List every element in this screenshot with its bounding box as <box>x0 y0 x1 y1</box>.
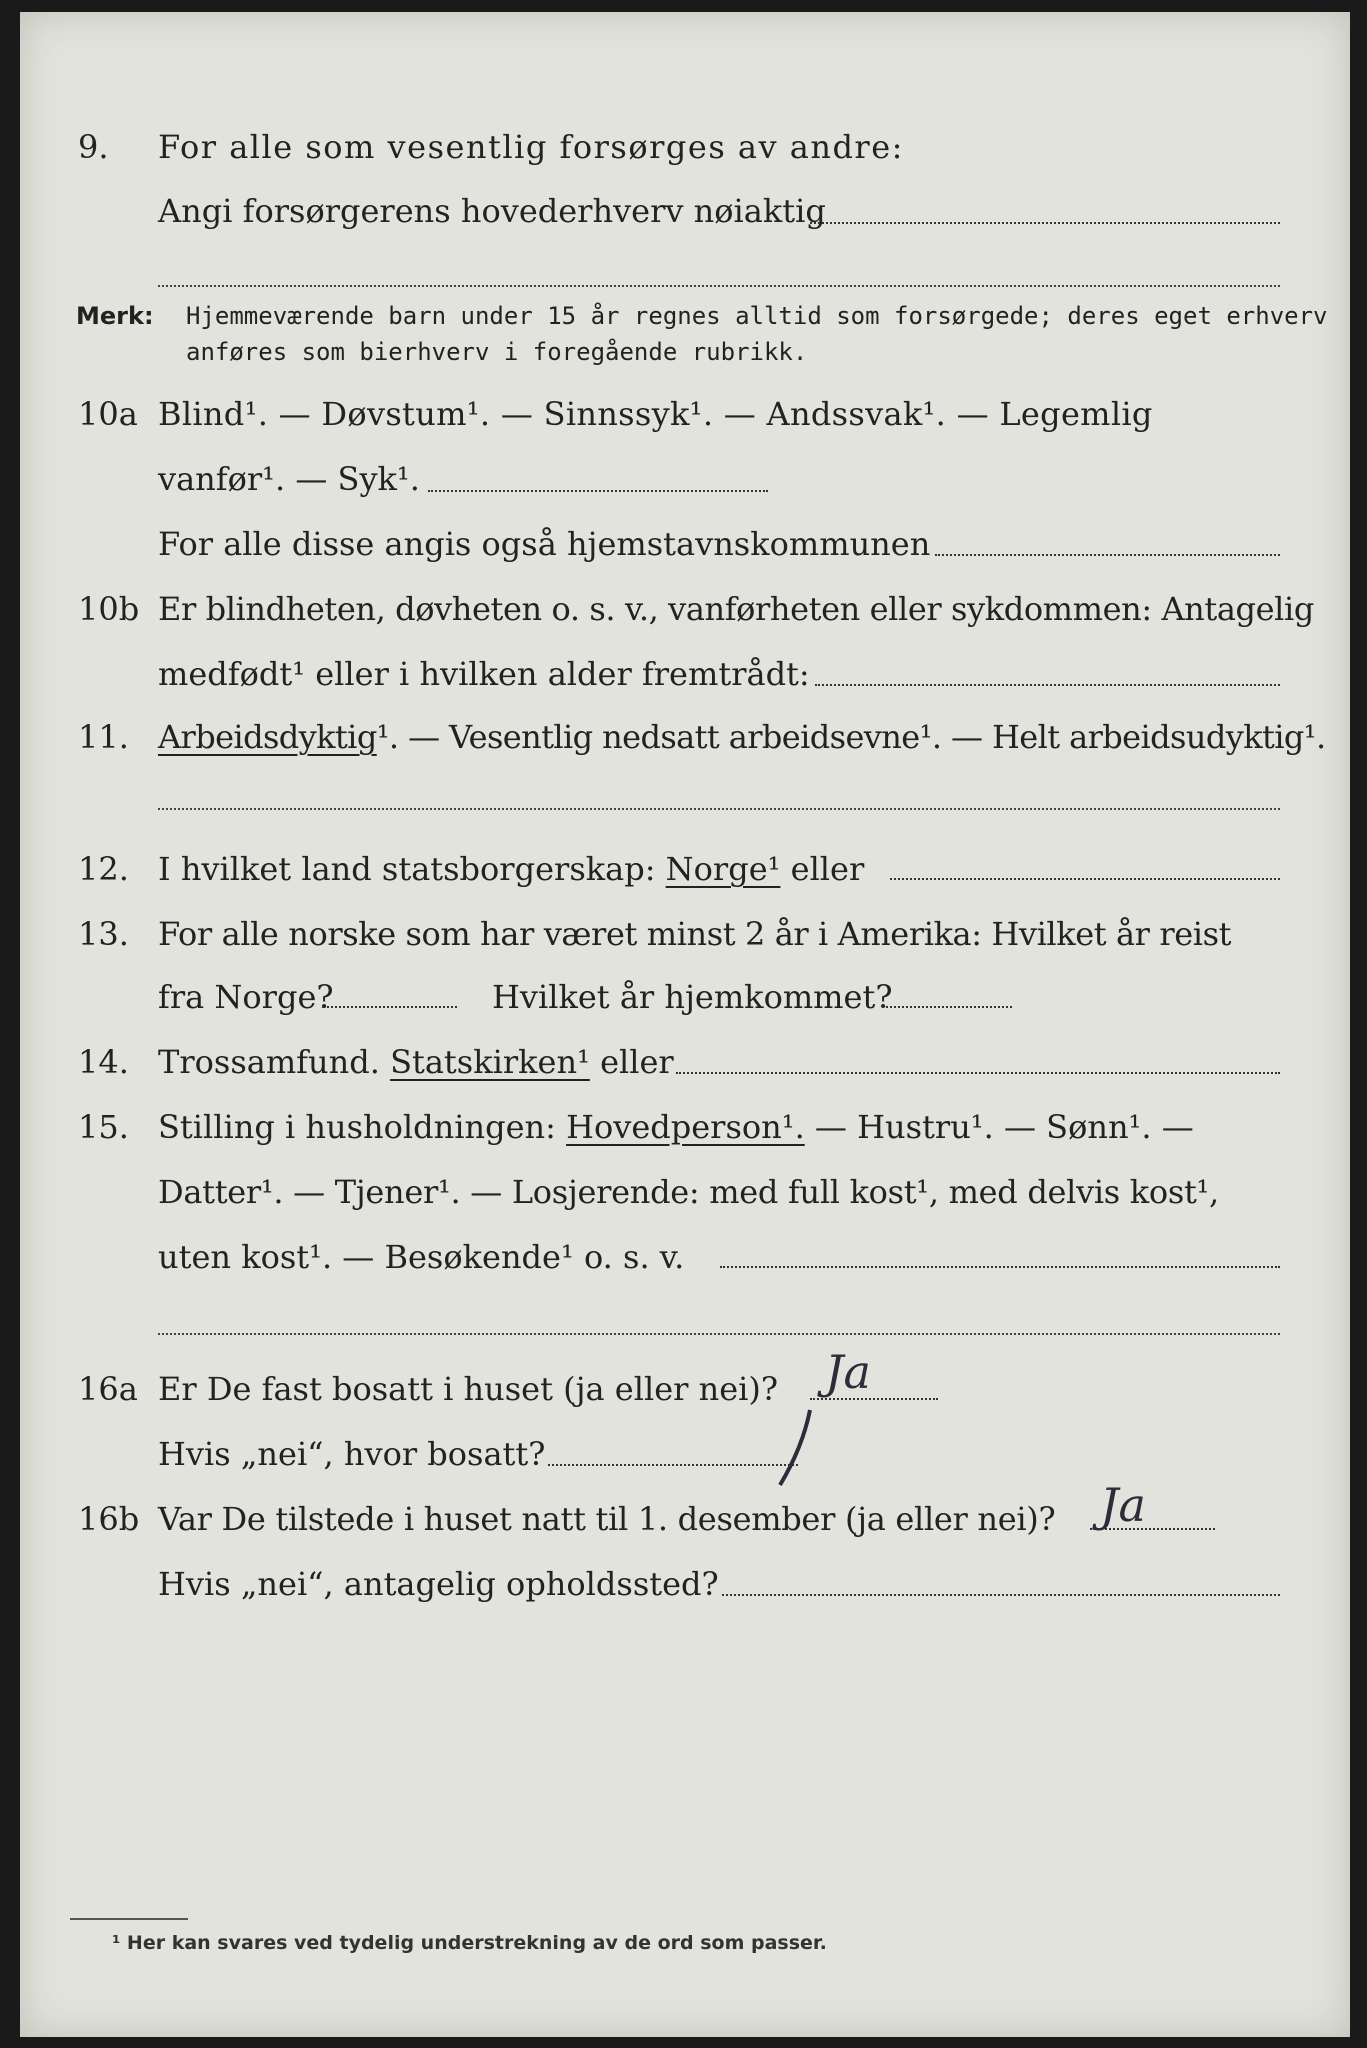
q16b-location-line[interactable] <box>722 1594 1280 1596</box>
footnote: ¹ Her kan svares ved tydelig understrekning av de ord som passer. <box>112 1932 827 1954</box>
q13-return-label: Hvilket år hjemkommet? <box>492 978 893 1016</box>
handwritten-stroke-icon <box>760 1405 830 1495</box>
q10b-question: Er blindheten, døvheten o. s. v., vanførheten eller sykdommen: Antagelig <box>158 590 1314 628</box>
q16a-handwritten-answer: Ja <box>825 1345 871 1399</box>
q13-return-line[interactable] <box>882 1006 1012 1008</box>
q15-options-1: — Hustru¹. — Sønn¹. — <box>814 1108 1194 1146</box>
q14-number: 14. <box>78 1043 129 1081</box>
q10b-subquestion: medfødt¹ eller i hvilken alder fremtrådt: <box>158 655 810 693</box>
q12-question: I hvilket land statsborgerskap: <box>158 850 656 888</box>
q15-separator <box>158 1333 1280 1335</box>
q10a-answer-line[interactable] <box>428 490 768 492</box>
q13-question: For alle norske som har været minst 2 år i Amerika: Hvilket år reist <box>158 915 1232 953</box>
footnote-rule <box>70 1918 188 1920</box>
q15-question: Stilling i husholdningen: <box>158 1108 556 1146</box>
merk-line1: Hjemmeværende barn under 15 år regnes alltid som forsørgede; deres eget erhverv <box>186 302 1328 330</box>
q11-options: ¹. — Vesentlig nedsatt arbeidsevne¹. — Helt arbeidsudyktig¹. <box>376 718 1326 756</box>
q11-separator <box>158 808 1280 810</box>
q11-number: 11. <box>78 718 129 756</box>
q16b-handwritten-answer: Ja <box>1100 1478 1146 1532</box>
q12-answer-line[interactable] <box>890 878 1280 880</box>
q12-number: 12. <box>78 850 129 888</box>
q14-answer-line[interactable] <box>676 1072 1280 1074</box>
q14-option-selected[interactable]: Statskirken¹ <box>390 1043 590 1081</box>
q12-option-selected[interactable]: Norge¹ <box>665 850 781 888</box>
q15-number: 15. <box>78 1108 129 1146</box>
q12-or: eller <box>790 850 865 888</box>
q11-option-selected[interactable]: Arbeidsdyktig <box>158 718 377 756</box>
q16a-subquestion: Hvis „nei“, hvor bosatt? <box>158 1435 546 1473</box>
q10b-answer-line[interactable] <box>815 684 1280 686</box>
q16a-question: Er De fast bosatt i huset (ja eller nei)? <box>158 1370 779 1408</box>
q10a-subquestion: For alle disse angis også hjemstavnskommunen <box>158 525 931 563</box>
q13-departure-line[interactable] <box>322 1006 457 1008</box>
q13-departure-label: fra Norge? <box>158 978 334 1016</box>
q10a-options: vanfør¹. — Syk¹. <box>158 460 420 498</box>
q9-answer-line[interactable] <box>810 222 1280 224</box>
q13-number: 13. <box>78 915 129 953</box>
q16b-number: 16b <box>78 1500 140 1538</box>
q10a-home-line[interactable] <box>935 554 1280 556</box>
q16b-question: Var De tilstede i huset natt til 1. desember (ja eller nei)? <box>158 1500 1056 1538</box>
q9-number: 9. <box>78 128 109 166</box>
q16b-subquestion: Hvis „nei“, antagelig opholdssted? <box>158 1565 719 1603</box>
q9-subquestion: Angi forsørgerens hovederhverv nøiaktig <box>158 192 826 230</box>
q15-options-3: uten kost¹. — Besøkende¹ o. s. v. <box>158 1238 685 1276</box>
q15-answer-line[interactable] <box>720 1266 1280 1268</box>
q14-or: eller <box>600 1043 674 1081</box>
q10a-number: 10a <box>78 395 138 433</box>
q14-question: Trossamfund. <box>158 1043 380 1081</box>
merk-line2: anføres som bierhverv i foregående rubrikk. <box>186 338 808 366</box>
q9-separator <box>158 285 1280 287</box>
merk-label: Merk: <box>76 302 154 330</box>
q9-question: For alle som vesentlig forsørges av andre: <box>158 128 904 166</box>
q10a-question: Blind¹. — Døvstum¹. — Sinnssyk¹. — Andssvak¹. — Legemlig <box>158 395 1153 433</box>
q15-option-selected[interactable]: Hovedperson¹. <box>566 1108 805 1146</box>
q10b-number: 10b <box>78 590 140 628</box>
q15-options-2: Datter¹. — Tjener¹. — Losjerende: med full kost¹, med delvis kost¹, <box>158 1173 1219 1211</box>
q16a-number: 16a <box>78 1370 138 1408</box>
